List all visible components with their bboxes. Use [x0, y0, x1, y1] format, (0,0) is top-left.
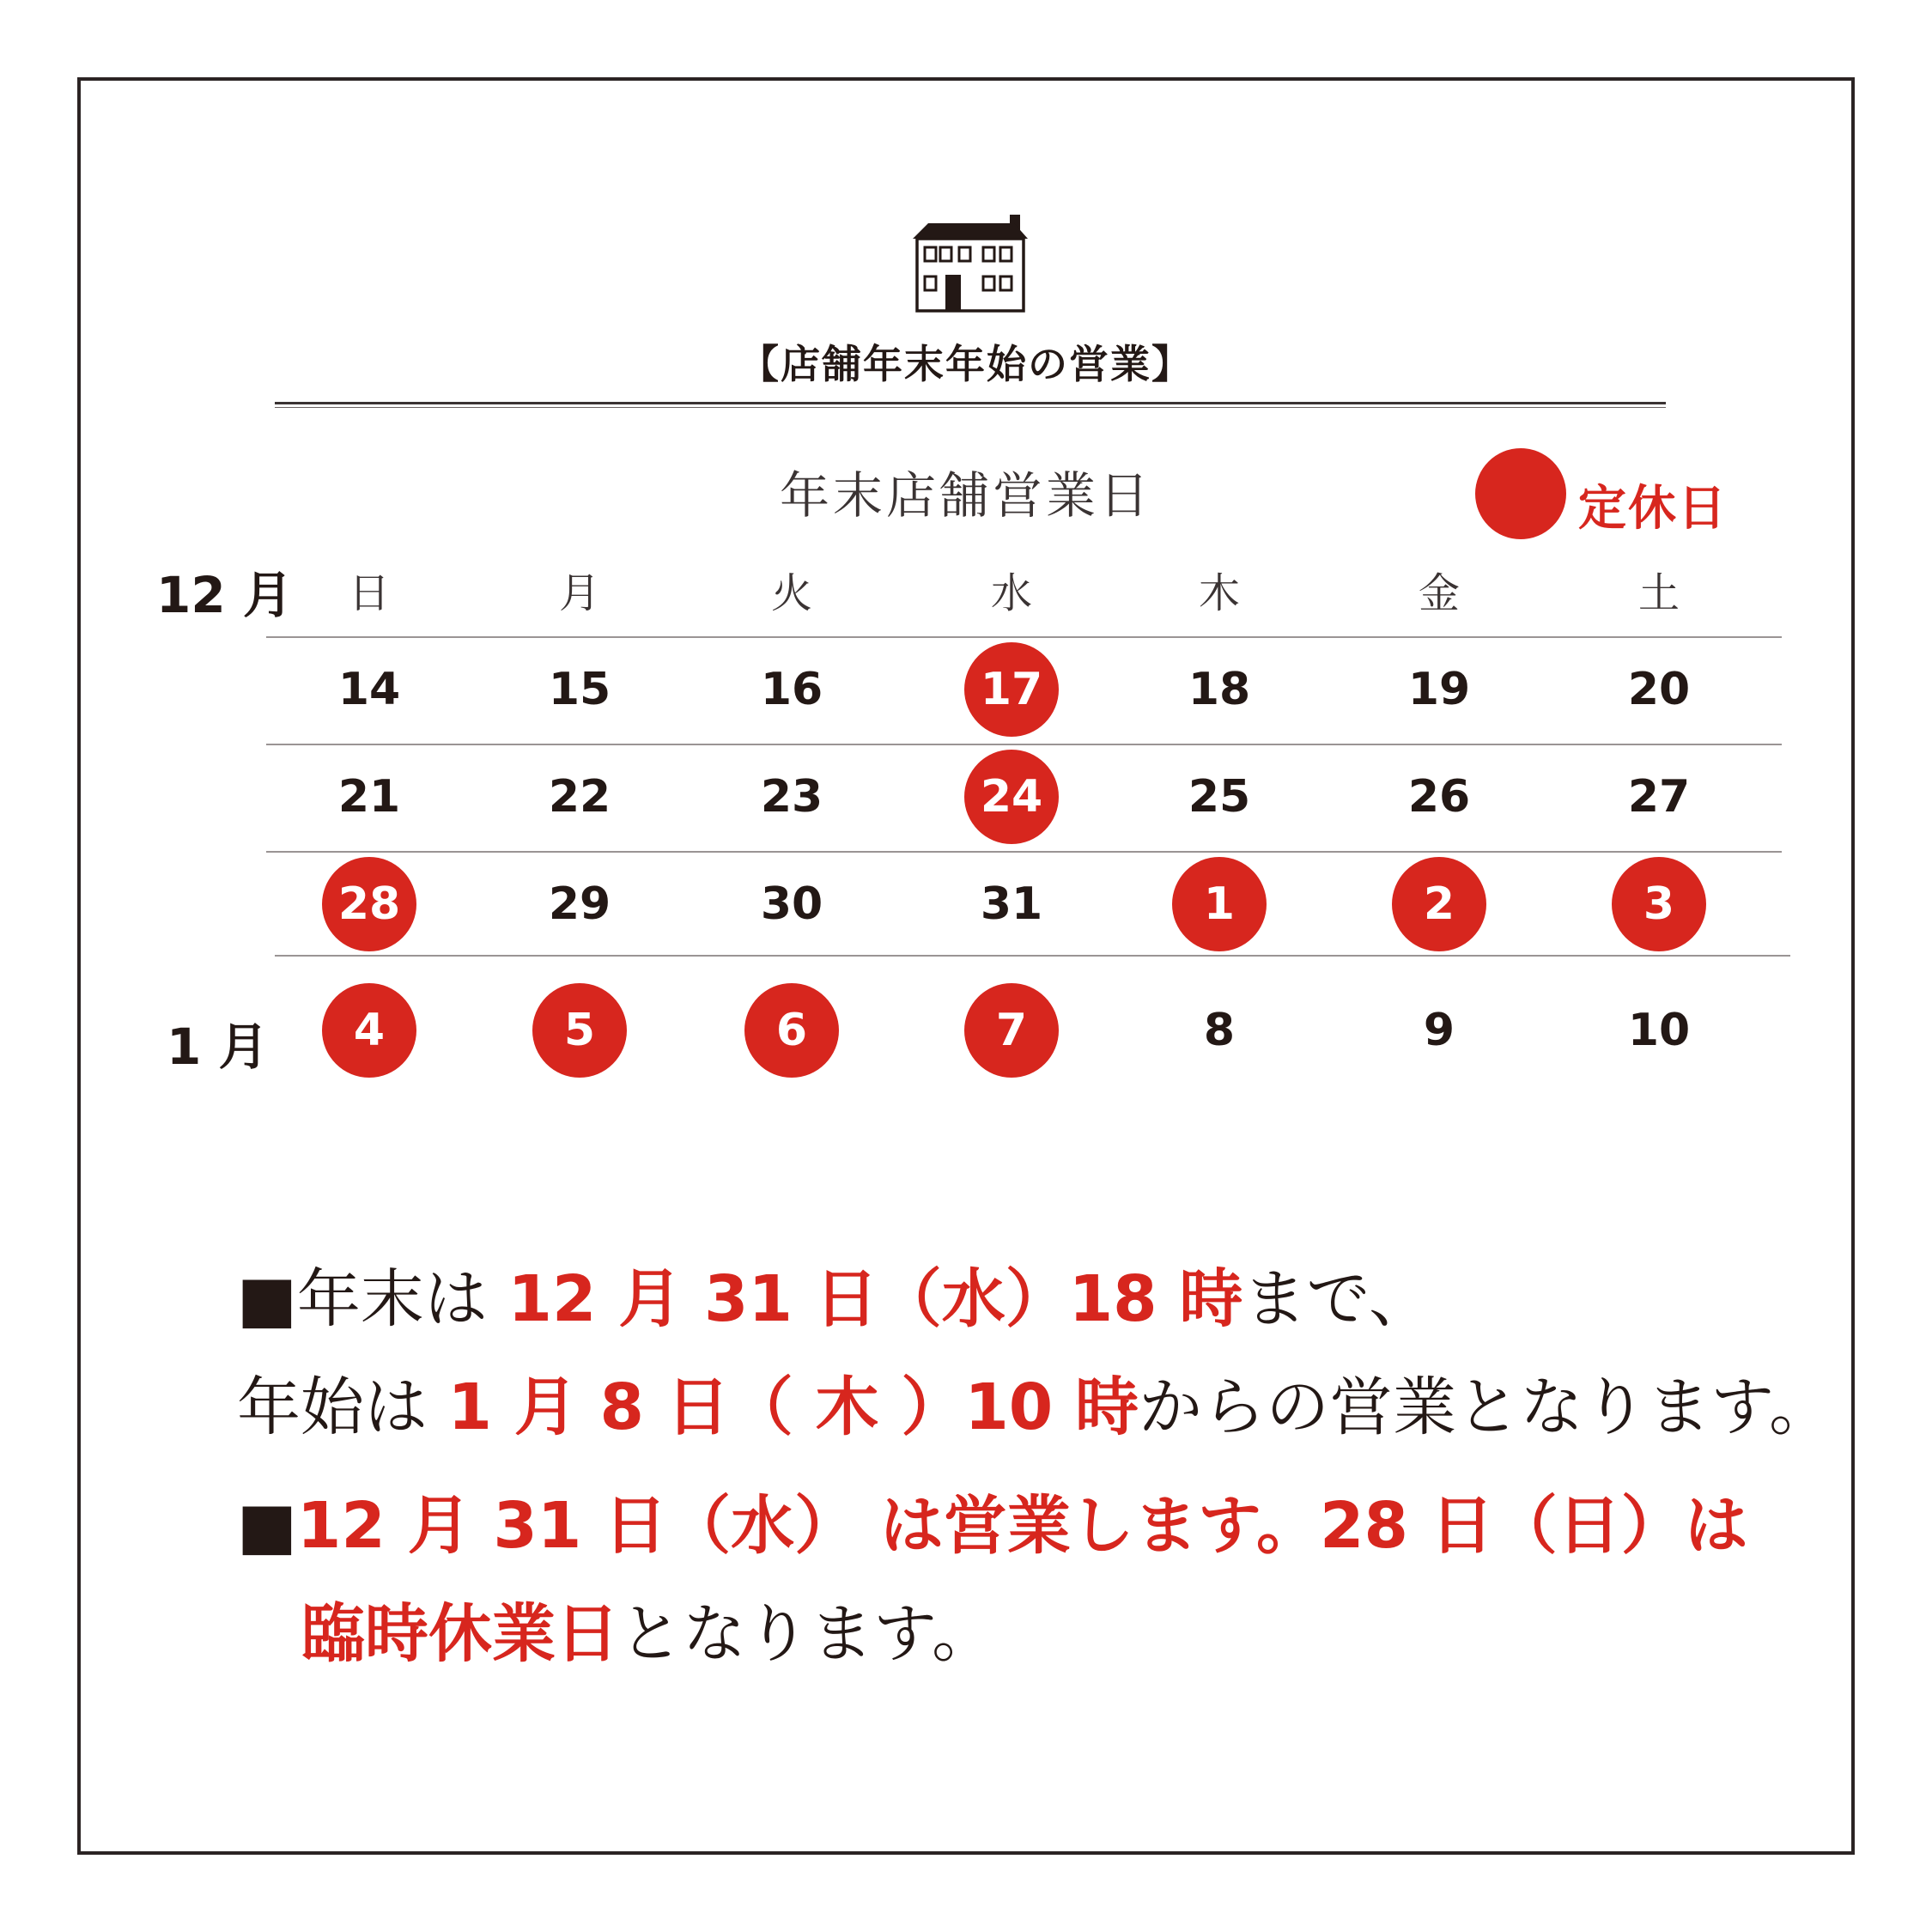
legend-closed-dot	[1475, 448, 1566, 539]
day-cell: 14	[337, 664, 401, 715]
row-divider	[266, 851, 1782, 853]
day-cell-closed: 17	[964, 642, 1059, 737]
day-cell-closed: 28	[322, 857, 416, 951]
notice-text	[237, 1245, 1833, 1688]
title-divider-thin	[275, 407, 1666, 408]
day-cell-closed: 1	[1172, 857, 1267, 951]
weekday-label: 土	[1637, 569, 1680, 617]
notice-text-segment: からの営業となります。	[1139, 1370, 1833, 1444]
calendar-subtitle: 年末店舗営業日	[779, 466, 1152, 525]
notice-highlight: 1 月 8 日（ 木 ）10 時	[447, 1370, 1139, 1444]
day-cell-closed: 5	[532, 983, 627, 1078]
notice-highlight: 臨時休業日	[301, 1597, 619, 1671]
day-cell: 15	[548, 664, 611, 715]
day-cell: 10	[1627, 1005, 1691, 1056]
notice-text-segment: となります。	[619, 1597, 996, 1671]
page-title: 【店舗年末年始の営業】	[739, 341, 1193, 387]
notice-text-segment: ■年末は	[237, 1262, 508, 1336]
weekday-label: 日	[348, 569, 390, 617]
notice-line-3	[237, 1472, 1783, 1580]
row-divider	[266, 636, 1782, 638]
day-cell: 19	[1407, 664, 1471, 715]
weekday-label: 木	[1198, 569, 1240, 617]
day-cell-closed: 4	[322, 983, 416, 1078]
day-cell-closed: 6	[744, 983, 839, 1078]
day-cell-closed: 7	[964, 983, 1059, 1078]
day-cell-closed: 3	[1612, 857, 1706, 951]
notice-line-4	[237, 1580, 1783, 1688]
notice-text-segment: 年始は	[237, 1370, 448, 1444]
day-cell: 27	[1627, 771, 1691, 823]
day-cell: 26	[1407, 771, 1471, 823]
notice-highlight: 12 月 31 日（水）18 時	[507, 1262, 1243, 1336]
title-divider	[275, 402, 1666, 404]
day-cell: 18	[1188, 664, 1251, 715]
month-label-december: 12 月	[156, 566, 293, 624]
day-cell: 30	[760, 878, 823, 930]
day-cell: 20	[1627, 664, 1691, 715]
day-cell: 21	[337, 771, 401, 823]
day-cell: 9	[1423, 1005, 1455, 1056]
notice-line-1	[237, 1245, 1783, 1353]
day-cell: 31	[980, 878, 1043, 930]
notice-text-segment: ■	[237, 1489, 297, 1563]
notice-text-segment: まで、	[1242, 1262, 1432, 1336]
row-divider	[275, 955, 1790, 957]
weekday-label: 火	[770, 569, 812, 617]
day-cell: 23	[760, 771, 823, 823]
day-cell-closed: 24	[964, 750, 1059, 844]
day-cell: 29	[548, 878, 611, 930]
house-icon	[906, 213, 1035, 313]
day-cell: 8	[1203, 1005, 1236, 1056]
day-cell: 22	[548, 771, 611, 823]
day-cell: 25	[1188, 771, 1251, 823]
row-divider	[266, 744, 1782, 745]
notice-line-2	[237, 1353, 1833, 1461]
weekday-label: 金	[1418, 569, 1460, 617]
notice-highlight: 12 月 31 日（水） は営業します。28 日（日）は	[296, 1489, 1748, 1563]
month-label-january: 1 月	[167, 1018, 269, 1076]
day-cell: 16	[760, 664, 823, 715]
day-cell-closed: 2	[1392, 857, 1486, 951]
weekday-label: 水	[990, 569, 1032, 617]
legend-closed-label: 定休日	[1578, 481, 1728, 537]
weekday-label: 月	[558, 569, 600, 617]
